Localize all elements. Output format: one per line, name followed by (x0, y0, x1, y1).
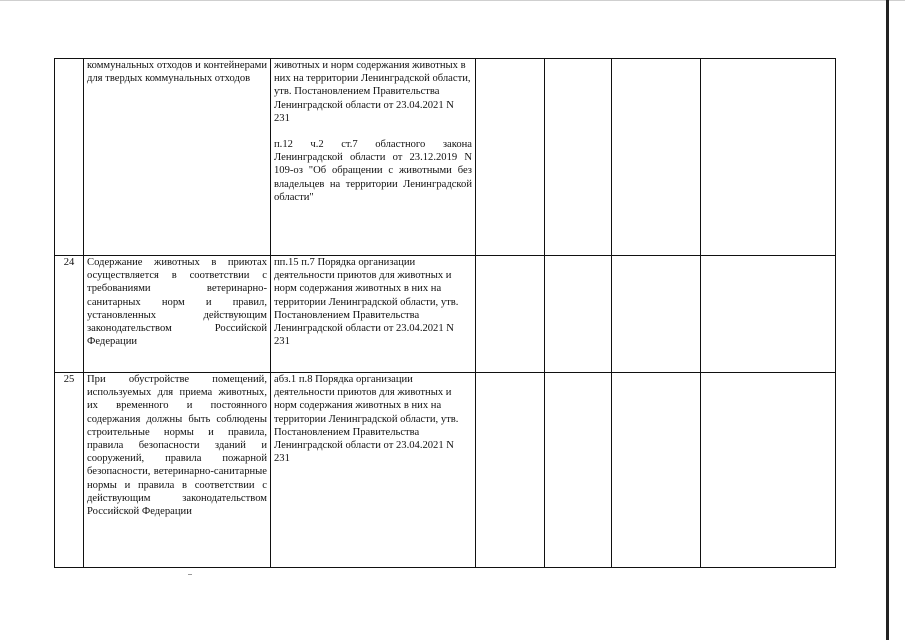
paragraph-gap (274, 125, 472, 138)
reference-text: животных и норм содержания животных в них на территории Ленинградской области, утв. Постановлением Правительства Ленинградской области от 23.04.2021 N 231 (274, 60, 471, 124)
empty-cell (545, 59, 612, 256)
reference-cell: пп.15 п.7 Порядка организации деятельности приютов для животных и норм содержания животных в них на территории Ленинградской области, утв. Постановлением Правительства Ленинградской области от 23.04.2021 N 231 (271, 256, 476, 373)
requirement-cell: коммунальных отходов и контейнерами для твердых коммунальных отходов (84, 59, 271, 256)
scan-speck (188, 574, 192, 575)
table-row (55, 373, 836, 568)
empty-cell (701, 256, 836, 373)
row-number-cell: 24 (55, 256, 84, 373)
table-row (55, 256, 836, 373)
row-number-cell (55, 59, 84, 256)
empty-cell (545, 256, 612, 373)
empty-cell (476, 256, 545, 373)
requirement-cell: При обустройстве помещений, используемых для приема животных, их временного и постоянного содержания должны быть соблюдены строительные нормы и правила, правила безопасности зданий и сооружений, правила пожарной безопасности, ветеринарно-санитарные нормы и правила в соответствии с действующим законодательством Российской Федерации (84, 373, 271, 568)
row-number-cell: 25 (55, 373, 84, 568)
empty-cell (701, 59, 836, 256)
empty-cell (476, 373, 545, 568)
table-row (55, 59, 836, 256)
requirements-table (54, 58, 836, 568)
reference-cell (271, 59, 476, 256)
empty-cell (476, 59, 545, 256)
empty-cell (612, 373, 701, 568)
requirement-cell: Содержание животных в приютах осуществляется в соответствии с требованиями ветеринарно-санитарных норм и правил, установленных действующим законодательством Российской Федерации (84, 256, 271, 373)
reference-cell: абз.1 п.8 Порядка организации деятельности приютов для животных и норм содержания животных в них на территории Ленинградской области, утв. Постановлением Правительства Ленинградской области от 23.04.2021 N 231 (271, 373, 476, 568)
reference-text: п.12 ч.2 ст.7 областного закона Ленинградской области от 23.12.2019 N 109-оз "Об обращении с животными без владельцев на территории Ленинградской области" (274, 139, 472, 203)
empty-cell (612, 256, 701, 373)
empty-cell (612, 59, 701, 256)
page-top-edge (0, 0, 905, 1)
empty-cell (545, 373, 612, 568)
empty-cell (701, 373, 836, 568)
page-right-edge (886, 0, 889, 640)
